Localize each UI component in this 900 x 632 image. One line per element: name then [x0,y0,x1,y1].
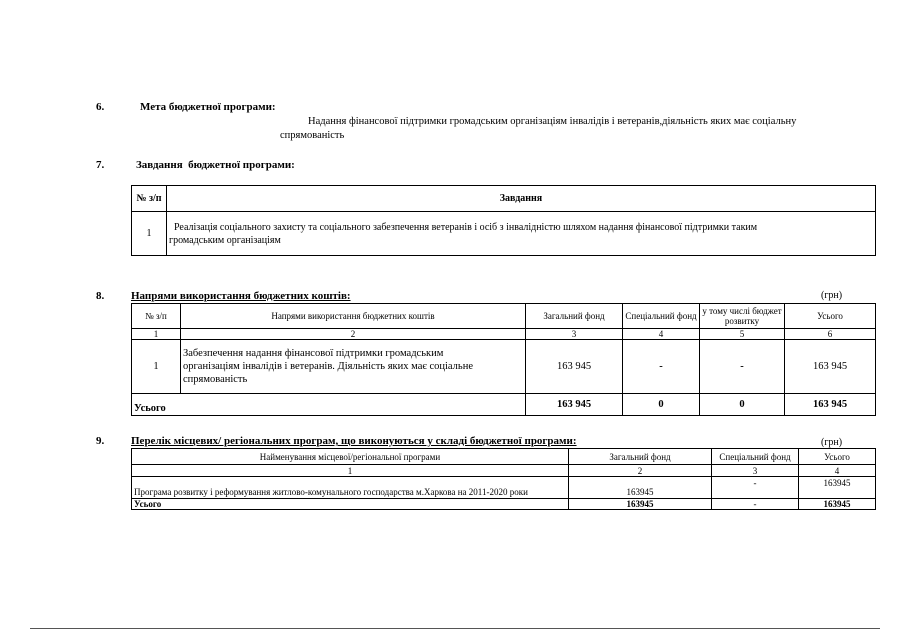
section-6-title: Мета бюджетної програми: [140,101,276,113]
exp-total-special: 0 [623,394,700,416]
section-6-number: 6. [96,101,105,113]
exp-row-direction-line2: організаціям інвалідів і ветеранів. Діяльність яких має соціальне [183,361,473,372]
exp-total-total: 163 945 [785,394,876,416]
prog-colnum-2: 2 [569,465,712,477]
prog-row-total: 163945 [799,477,876,499]
exp-colnum-5: 5 [700,329,785,340]
section-8-unit: (грн) [821,290,843,301]
prog-total-total: 163945 [799,499,876,510]
prog-header-total: Усього [799,449,876,465]
prog-row-name: Програма розвитку і реформування житлово-комунального господарства м.Харкова на 2011-2020 роки [132,477,569,499]
expenditure-header-row [132,304,876,329]
table-row [132,477,876,499]
prog-header-name: Найменування місцевої/регіональної програми [132,449,569,465]
exp-total-general: 163 945 [526,394,623,416]
section-7-title: Завдання бюджетної програми: [136,159,295,171]
prog-header-general: Загальний фонд [569,449,712,465]
section-8-number: 8. [96,290,105,302]
exp-header-special: Спеціальний фонд [623,304,700,329]
prog-row-general: 163945 [569,477,712,499]
prog-total-label: Усього [132,499,569,510]
tasks-row-text-line2: громадським організаціям [169,234,281,246]
exp-colnum-3: 3 [526,329,623,340]
programs-colnum-row [132,465,876,477]
section-8-title: Напрями використання бюджетних коштів: [131,290,351,302]
prog-total-general: 163945 [569,499,712,510]
section-7-number: 7. [96,159,105,171]
section-9-title: Перелік місцевих/ регіональних програм, що виконуються у складі бюджетної програми: [131,435,577,447]
tasks-header-task: Завдання [167,186,876,212]
scan-edge-line [30,628,880,629]
tasks-header-num: № з/п [132,186,167,212]
tasks-table [131,185,876,256]
exp-header-total: Усього [785,304,876,329]
expenditure-table [131,303,876,416]
programs-header-row [132,449,876,465]
expenditure-colnum-row [132,329,876,340]
table-row [132,212,876,256]
exp-header-direction: Напрями використання бюджетних коштів [181,304,526,329]
prog-total-special: - [712,499,799,510]
exp-row-direction-line3: спрямованість [183,374,248,385]
section-6-text-line1: Надання фінансової підтримки громадським організаціям інвалідів і ветеранів,діяльність яких має соціальну [308,116,797,127]
exp-row-num: 1 [132,340,181,394]
exp-total-label: Усього [132,394,526,416]
exp-colnum-2: 2 [181,329,526,340]
prog-header-special: Спеціальний фонд [712,449,799,465]
expenditure-total-row [132,394,876,416]
programs-total-row [132,499,876,510]
prog-row-special: - [712,477,799,499]
exp-row-total: 163 945 [785,340,876,394]
regional-programs-table [131,448,876,510]
prog-colnum-3: 3 [712,465,799,477]
exp-header-development: у тому числі бюджет розвитку [700,304,785,329]
exp-header-num: № з/п [132,304,181,329]
exp-total-development: 0 [700,394,785,416]
section-9-number: 9. [96,435,105,447]
exp-colnum-6: 6 [785,329,876,340]
exp-header-general: Загальний фонд [526,304,623,329]
tasks-header-row [132,186,876,212]
tasks-row-num: 1 [132,212,167,256]
exp-colnum-4: 4 [623,329,700,340]
prog-colnum-1: 1 [132,465,569,477]
exp-row-direction [181,340,526,394]
tasks-row-text [167,212,876,256]
prog-colnum-4: 4 [799,465,876,477]
table-row [132,340,876,394]
exp-row-development: - [700,340,785,394]
section-9-unit: (грн) [821,437,843,448]
exp-colnum-1: 1 [132,329,181,340]
section-6-text-line2: спрямованість [280,130,345,141]
exp-row-special: - [623,340,700,394]
exp-row-direction-line1: Забезпечення надання фінансової підтримки громадським [183,348,444,359]
exp-row-general: 163 945 [526,340,623,394]
tasks-row-text-line1: Реалізація соціального захисту та соціального забезпечення ветеранів і осіб з інвалідністю шляхом надання фінансової підтримки таким [169,221,758,233]
